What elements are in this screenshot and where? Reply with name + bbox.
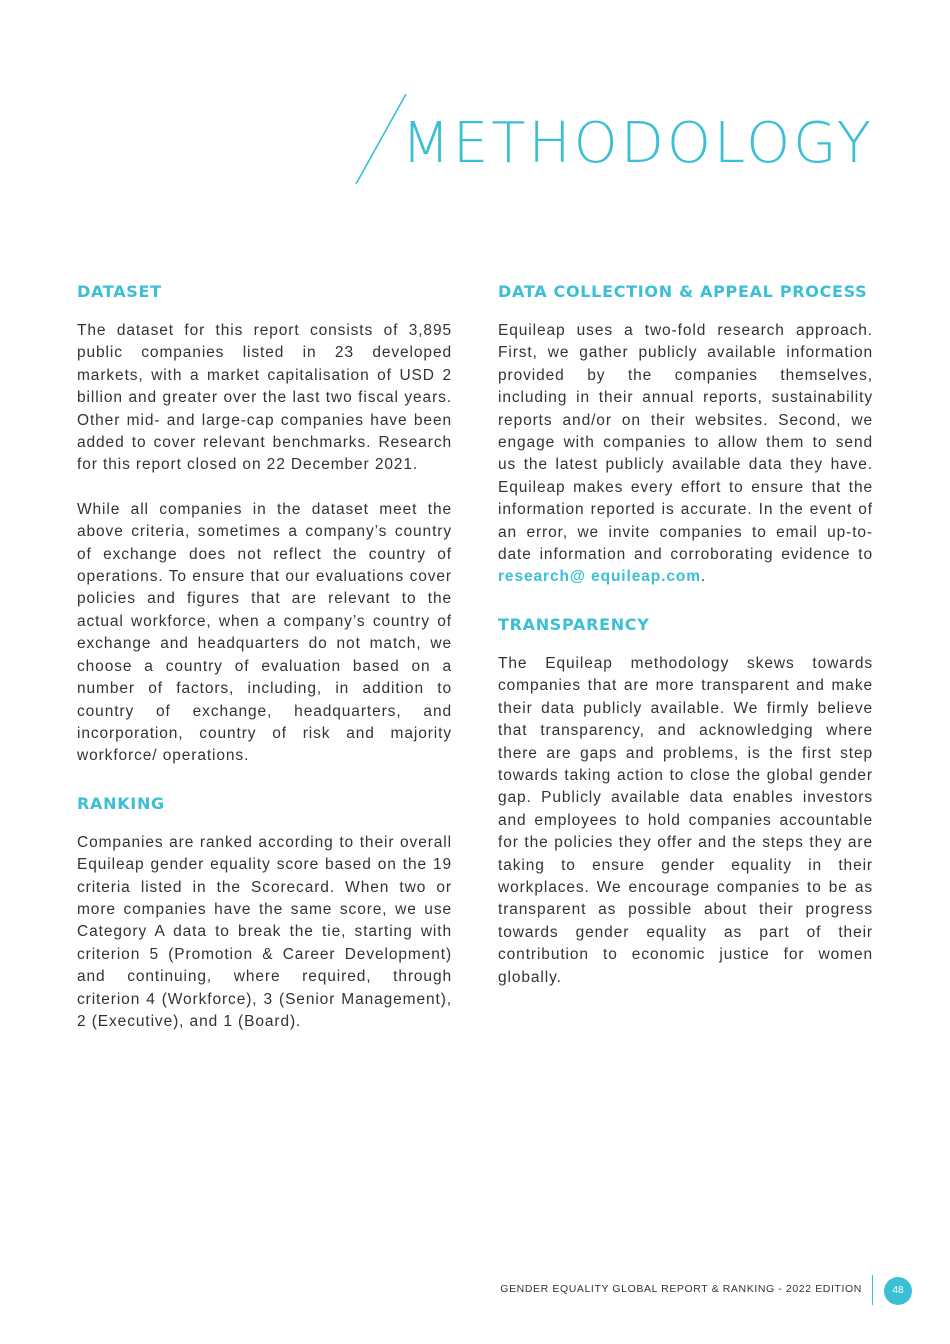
footer-divider [872, 1275, 873, 1305]
dataset-paragraph-1: The dataset for this report consists of 3,895 public companies listed in 23 developed markets, with a market capitalisation of USD 2 billion and greater over the last two fiscal years. Other mid- and large-cap companies have been added to cover relevant benchmarks. Research for this report closed on 22 December 2021. [77, 322, 452, 474]
dataset-section [77, 278, 452, 768]
page-number-badge: 48 [884, 1277, 912, 1305]
ranking-heading: RANKING [77, 793, 165, 813]
ranking-section [77, 790, 452, 1034]
footer-report-name: GENDER EQUALITY GLOBAL REPORT & RANKING - 2022 EDITION [500, 1283, 862, 1295]
data-collection-paragraph [498, 320, 873, 589]
data-collection-text: Equileap uses a two-fold research approach. First, we gather publicly available information provided by the companies themselves, including in their annual reports, sustainability reports and/or on their websites. Second, we engage with companies to allow them to send us the latest publicly available data they have. Equileap makes every effort to ensure that the information reported is accurate. In the event of an error, we invite companies to email up-to-date information and corroborating evidence to [498, 322, 873, 564]
page-title: METHODOLOGY [401, 111, 874, 176]
data-collection-period: . [700, 568, 707, 586]
transparency-heading: TRANSPARENCY [498, 614, 650, 634]
data-collection-heading: DATA COLLECTION & APPEAL PROCESS [498, 282, 868, 301]
data-collection-section [498, 278, 873, 589]
email-link[interactable]: research@ equileap.com [498, 568, 701, 586]
transparency-section [498, 611, 873, 989]
dataset-heading: DATASET [77, 282, 162, 301]
left-column [77, 278, 452, 1055]
dataset-paragraph-2: While all companies in the dataset meet the above criteria, sometimes a company’s country of exchange does not reflect the country of operations. To ensure that our evaluations cover policies and figures that are relevant to the actual workforce, when a company’s country of exchange and headquarters do not match, we choose a country of evaluation based on a number of factors, including, in addition to country of exchange, headquarters, and incorporation, country of risk and majority workforce/ operations. [77, 500, 452, 765]
right-column [498, 278, 873, 1011]
ranking-paragraph: Companies are ranked according to their overall Equileap gender equality score based on the 19 criteria listed in the Scorecard. When two or more companies have the same score, we use Category A data to break the tie, starting with criterion 5 (Promotion & Career Development) and continuing, where required, through criterion 4 (Workforce), 3 (Senior Management), 2 (Executive), and 1 (Board). [77, 833, 452, 1030]
transparency-paragraph: The Equileap methodology skews towards companies that are more transparent and make their data publicly available. We firmly believe that transparency, and acknowledging where there are gaps and problems, is the first step towards taking action to close the global gender gap. Publicly available data enables investors and employees to hold companies accountable for the policies they offer and the steps they are taking to ensure gender equality in their workplaces. We encourage companies to be as transparent as possible about their progress towards gender equality as part of their contribution to economic justice for women globally. [498, 654, 873, 986]
